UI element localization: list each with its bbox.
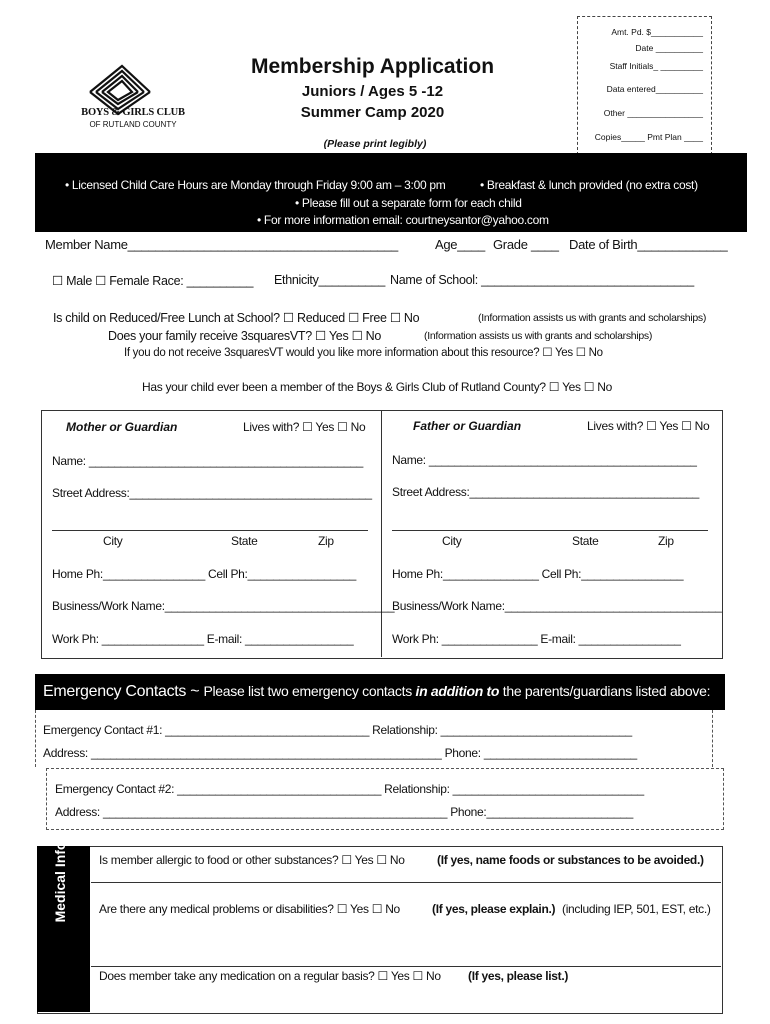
mother-title: Mother or Guardian [66, 420, 178, 434]
father-business-field[interactable]: Business/Work Name:__________________________________ [392, 599, 722, 613]
medication-note: (If yes, please list.) [468, 969, 569, 983]
mother-phone-fields[interactable]: Home Ph:________________ Cell Ph:_________________ [52, 567, 356, 581]
mother-lives-with[interactable]: Lives with? ☐ Yes ☐ No [243, 420, 366, 434]
copies-field[interactable]: Copies_____ Pmt Plan ____ [594, 132, 703, 142]
father-title: Father or Guardian [413, 419, 522, 433]
guardian-divider [381, 410, 382, 657]
page-title: Membership Application [250, 55, 495, 78]
other-field[interactable]: Other ________________ [603, 108, 703, 118]
father-street-field[interactable]: Street Address:____________________________________ [392, 485, 700, 499]
squares-question[interactable]: Does your family receive 3squaresVT? ☐ Yes ☐ No [108, 329, 382, 343]
program-subtitle: Juniors / Ages 5 -12 [301, 83, 444, 100]
emergency-header-emphasis: in addition to [415, 683, 500, 699]
emergency-contact-1-field[interactable]: Emergency Contact #1: ________________________________ Relationship: ______________________________ [43, 723, 632, 737]
emergency-address-1-field[interactable]: Address: _______________________________________________________ Phone: ________________________ [43, 746, 637, 760]
medical-problems-examples: (including IEP, 501, EST, etc.) [562, 902, 711, 916]
father-lives-with[interactable]: Lives with? ☐ Yes ☐ No [587, 419, 710, 433]
date-field[interactable]: Date __________ [635, 43, 703, 53]
banner-email: • For more information email: courtneysantor@yahoo.com [257, 213, 549, 227]
lunch-question[interactable]: Is child on Reduced/Free Lunch at School? ☐ Reduced ☐ Free ☐ No [53, 311, 420, 325]
mother-city-label: City [103, 534, 123, 548]
school-field[interactable]: Name of School: ________________________________ [390, 273, 694, 287]
emergency-header-lead: Emergency Contacts ~ [43, 683, 204, 700]
mother-city-line[interactable] [52, 530, 368, 531]
amount-paid-field[interactable]: Amt. Pd. $___________ [611, 27, 703, 37]
emergency-header [35, 674, 725, 710]
mother-name-field[interactable]: Name: ___________________________________________ [52, 454, 363, 468]
lunch-note: (Information assists us with grants and scholarships) [478, 312, 707, 324]
banner-meals: • Breakfast & lunch provided (no extra cost) [480, 178, 698, 192]
emergency-address-2-field[interactable]: Address: ______________________________________________________ Phone:_______________________ [55, 805, 634, 819]
emergency-contact-2-field[interactable]: Emergency Contact #2: ________________________________ Relationship: ______________________________ [55, 782, 644, 796]
ethnicity-field[interactable]: Ethnicity__________ [274, 273, 386, 287]
staff-initials-field[interactable]: Staff Initials_ _________ [609, 61, 703, 71]
info-banner [35, 153, 747, 232]
member-name-field[interactable]: Member Name_______________________________________ [45, 237, 398, 252]
banner-hours: • Licensed Child Care Hours are Monday through Friday 9:00 am – 3:00 pm [65, 178, 446, 192]
program-season: Summer Camp 2020 [300, 104, 445, 121]
father-name-field[interactable]: Name: __________________________________________ [392, 453, 697, 467]
logo-subtitle: OF RUTLAND COUNTY [89, 120, 177, 129]
mother-state-label: State [231, 534, 258, 548]
allergy-note: (If yes, name foods or substances to be avoided.) [437, 853, 704, 867]
medical-divider-1 [91, 882, 721, 883]
squares-info-question[interactable]: If you do not receive 3squaresVT would you like more information about this resource? ☐ Yes ☐ No [124, 347, 603, 359]
prior-member-question[interactable]: Has your child ever been a member of the Boys & Girls Club of Rutland County? ☐ Yes ☐ No [142, 380, 613, 394]
emergency-header-text [43, 683, 710, 701]
emergency-contact-2-box [46, 768, 724, 830]
logo-name: BOYS & GIRLS CLUB [81, 107, 185, 118]
mother-street-field[interactable]: Street Address:______________________________________ [52, 486, 372, 500]
medical-problems-question[interactable]: Are there any medical problems or disabilities? ☐ Yes ☐ No [99, 902, 400, 916]
father-city-line[interactable] [392, 530, 708, 531]
mother-business-field[interactable]: Business/Work Name:____________________________________ [52, 599, 395, 613]
squares-note: (Information assists us with grants and scholarships) [424, 330, 653, 342]
emergency-header-tail: the parents/guardians listed above: [499, 683, 711, 699]
data-entered-field[interactable]: Data entered__________ [606, 84, 703, 94]
dob-field[interactable]: Date of Birth_____________ [569, 237, 728, 252]
age-field[interactable]: Age____ [435, 237, 485, 252]
allergy-question[interactable]: Is member allergic to food or other substances? ☐ Yes ☐ No [99, 853, 405, 867]
medication-question[interactable]: Does member take any medication on a regular basis? ☐ Yes ☐ No [99, 969, 441, 983]
father-zip-label: Zip [658, 534, 674, 548]
guardian-box [41, 410, 723, 659]
grade-field[interactable]: Grade ____ [493, 237, 559, 252]
office-use-box [577, 16, 712, 155]
emergency-header-instruction: Please list two emergency contacts [203, 683, 416, 699]
print-instruction: (Please print legibly) [323, 138, 427, 150]
mother-zip-label: Zip [318, 534, 334, 548]
banner-separate-form: • Please fill out a separate form for each child [295, 196, 522, 210]
medical-box [37, 846, 723, 1014]
father-state-label: State [572, 534, 599, 548]
father-work-fields[interactable]: Work Ph: _______________ E-mail: ________________ [392, 632, 681, 646]
medical-divider-2 [91, 966, 721, 967]
father-city-label: City [442, 534, 462, 548]
medical-label: Medical Info. [52, 837, 68, 923]
medical-problems-note: (If yes, please explain.) [432, 902, 556, 916]
mother-work-fields[interactable]: Work Ph: ________________ E-mail: _________________ [52, 632, 354, 646]
father-phone-fields[interactable]: Home Ph:_______________ Cell Ph:________________ [392, 567, 684, 581]
gender-race-field[interactable]: ☐ Male ☐ Female Race: __________ [52, 274, 254, 288]
